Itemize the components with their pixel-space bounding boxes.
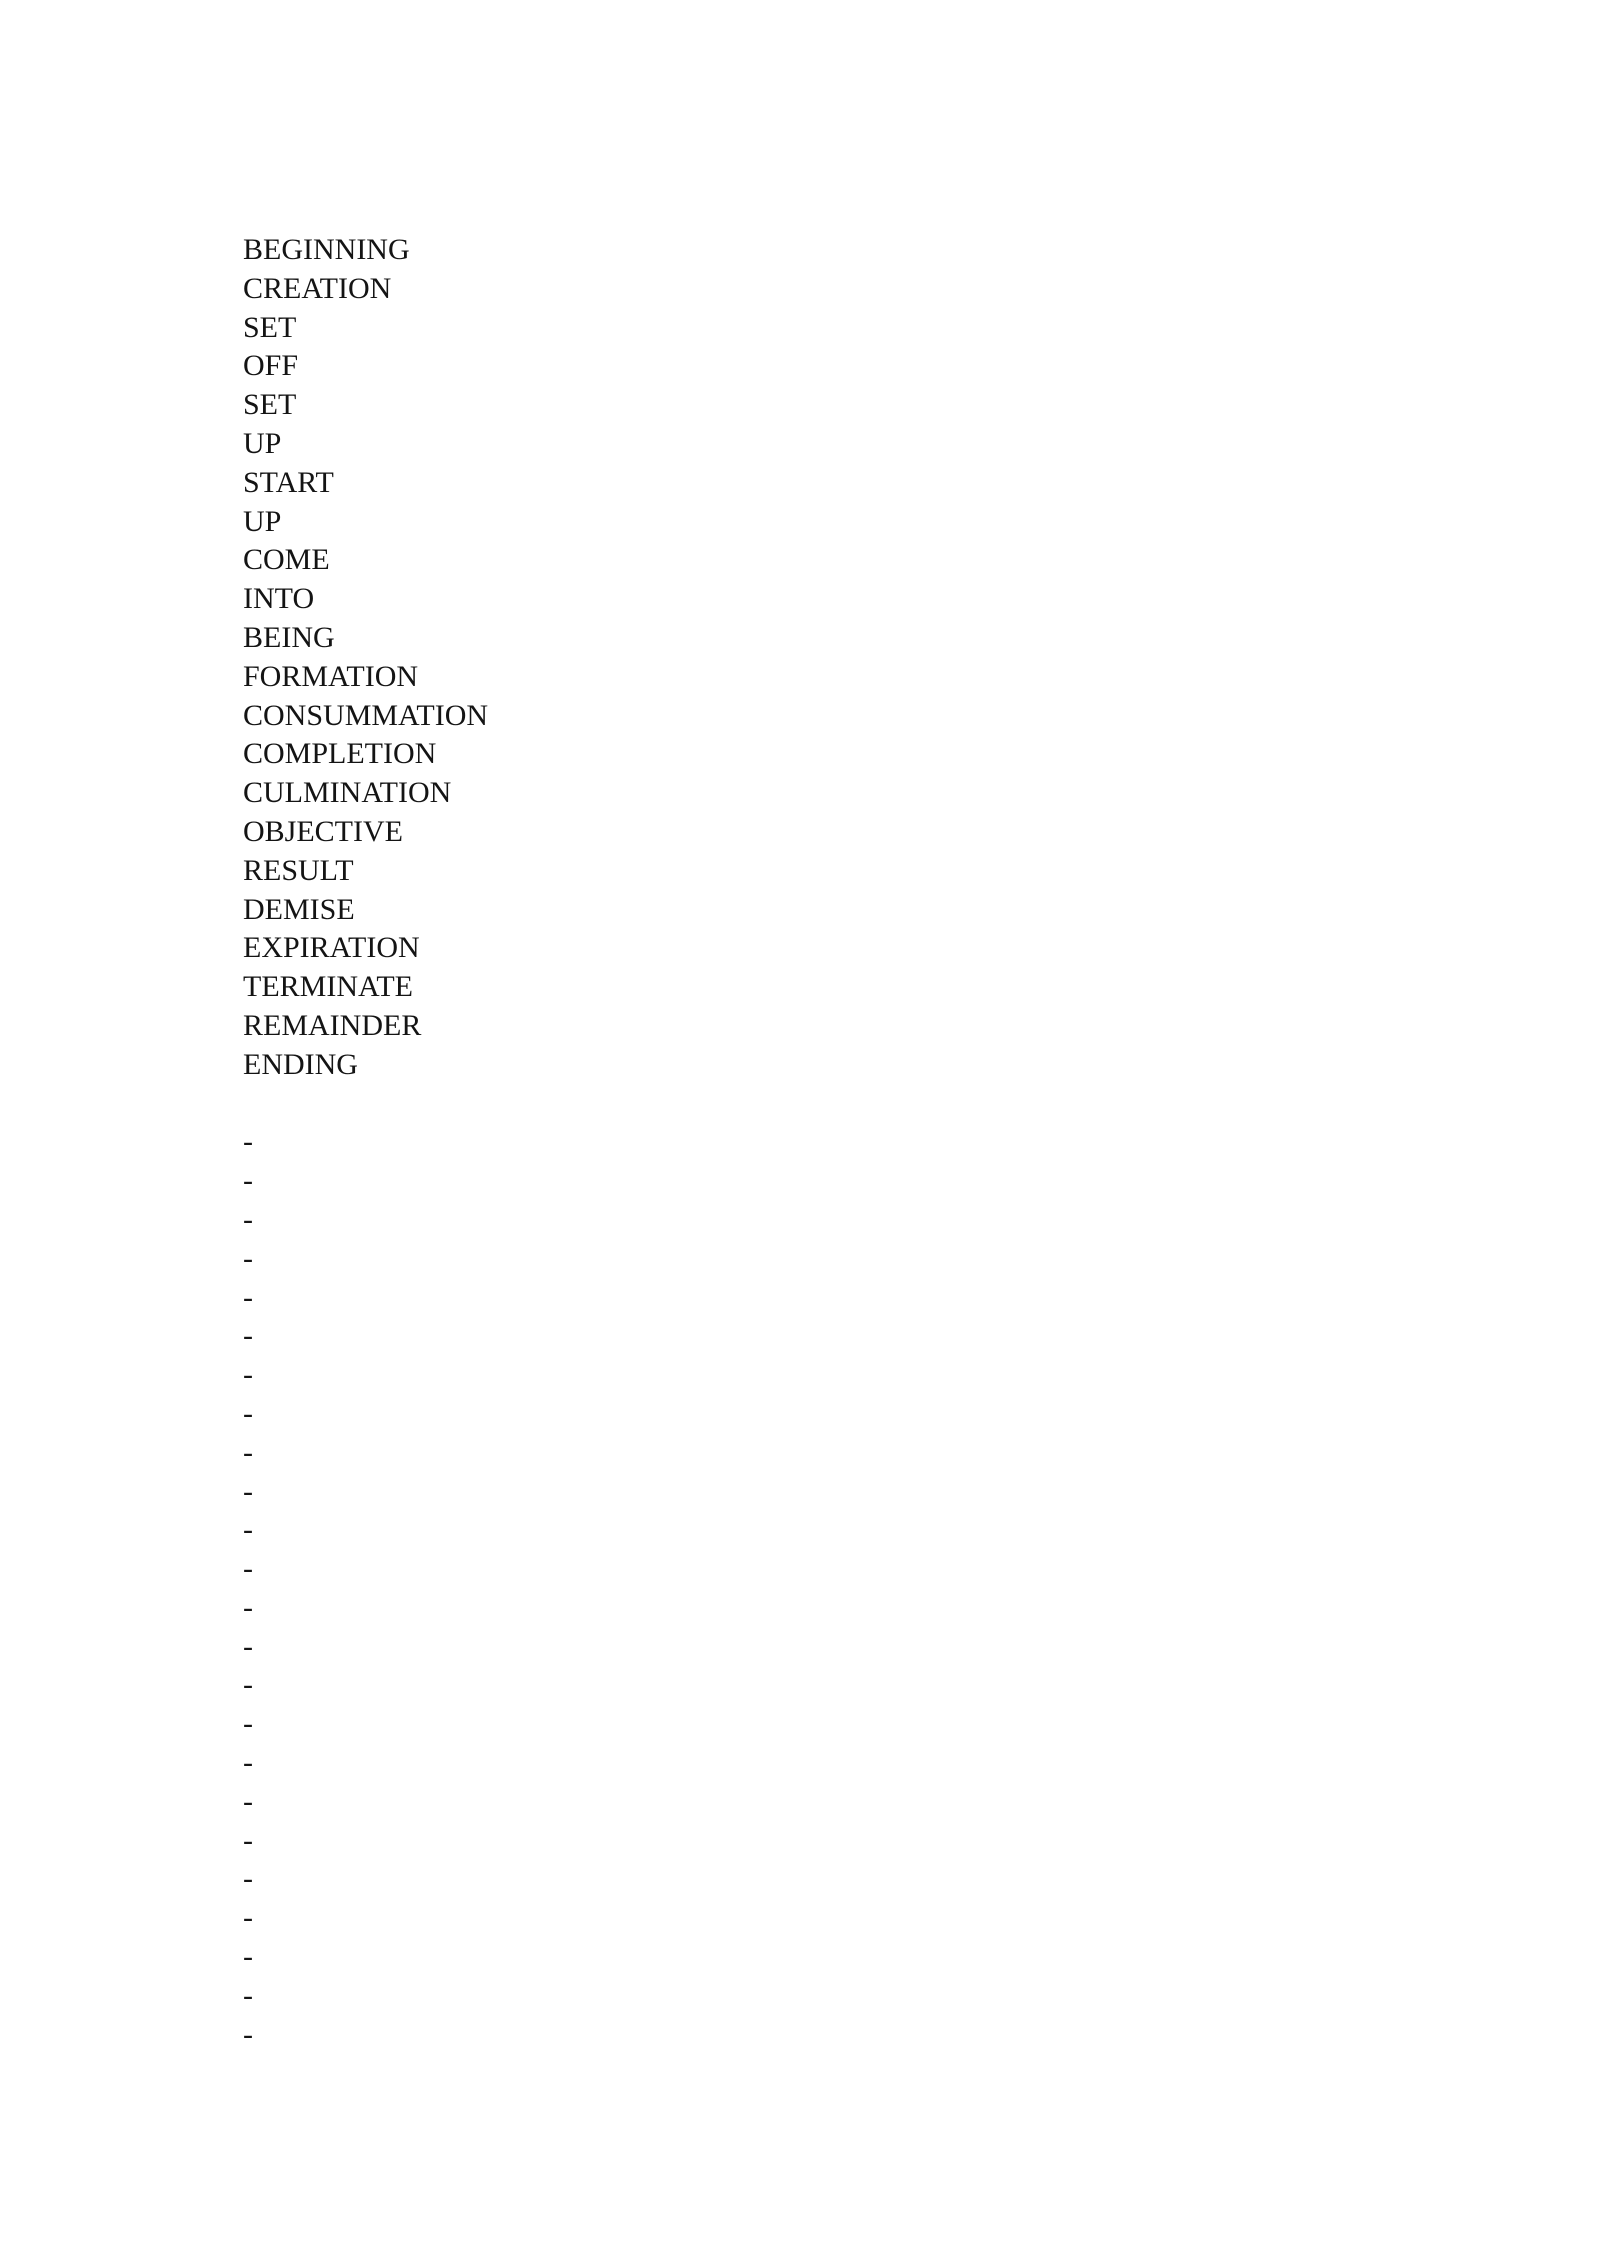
- dash-line: -: [243, 1823, 253, 1857]
- word-line: BEING: [243, 620, 335, 654]
- word-line: EXPIRATION: [243, 931, 420, 965]
- dash-line: -: [243, 1901, 253, 1935]
- dash-line: -: [243, 1358, 253, 1392]
- dash-line: -: [243, 1707, 253, 1741]
- dash-line: -: [243, 1280, 253, 1314]
- dash-line: -: [243, 1590, 253, 1624]
- dash-line: -: [243, 1202, 253, 1236]
- dash-line: -: [243, 1396, 253, 1430]
- word-line: OFF: [243, 349, 299, 383]
- word-list: [243, 231, 488, 1085]
- word-line: SET: [243, 310, 297, 344]
- text-block: [243, 231, 488, 2054]
- word-line: ENDING: [243, 1047, 358, 1081]
- dash-line: -: [243, 2017, 253, 2051]
- dash-line: -: [243, 1435, 253, 1469]
- word-line: REMAINDER: [243, 1008, 422, 1042]
- word-line: CULMINATION: [243, 776, 452, 810]
- word-line: BEGINNING: [243, 233, 410, 266]
- dash-line: -: [243, 1319, 253, 1353]
- word-line: COMPLETION: [243, 737, 437, 771]
- dash-line: -: [243, 1746, 253, 1780]
- word-line: COME: [243, 543, 330, 577]
- blank-line: [243, 1085, 488, 1124]
- dash-line: -: [243, 1784, 253, 1818]
- word-line: SET: [243, 388, 297, 422]
- word-line: OBJECTIVE: [243, 814, 403, 848]
- dash-line: -: [243, 1164, 253, 1198]
- dash-line: -: [243, 1552, 253, 1586]
- word-line: INTO: [243, 582, 315, 616]
- dash-line: -: [243, 1629, 253, 1663]
- word-line: START: [243, 465, 334, 499]
- word-line: FORMATION: [243, 659, 419, 693]
- dash-line: -: [243, 1940, 253, 1974]
- word-line: RESULT: [243, 853, 354, 887]
- dash-line: -: [243, 1241, 253, 1275]
- dash-line: -: [243, 1474, 253, 1508]
- word-line: UP: [243, 426, 282, 460]
- dash-list: [243, 1123, 488, 2054]
- word-line: UP: [243, 504, 282, 538]
- dash-line: -: [243, 1513, 253, 1547]
- word-line: CONSUMMATION: [243, 698, 489, 732]
- dash-line: -: [243, 1668, 253, 1702]
- word-line: DEMISE: [243, 892, 355, 926]
- dash-line: -: [243, 1862, 253, 1896]
- dash-line: -: [243, 1125, 253, 1159]
- dash-line: -: [243, 1978, 253, 2012]
- word-line: TERMINATE: [243, 970, 413, 1004]
- word-line: CREATION: [243, 271, 392, 305]
